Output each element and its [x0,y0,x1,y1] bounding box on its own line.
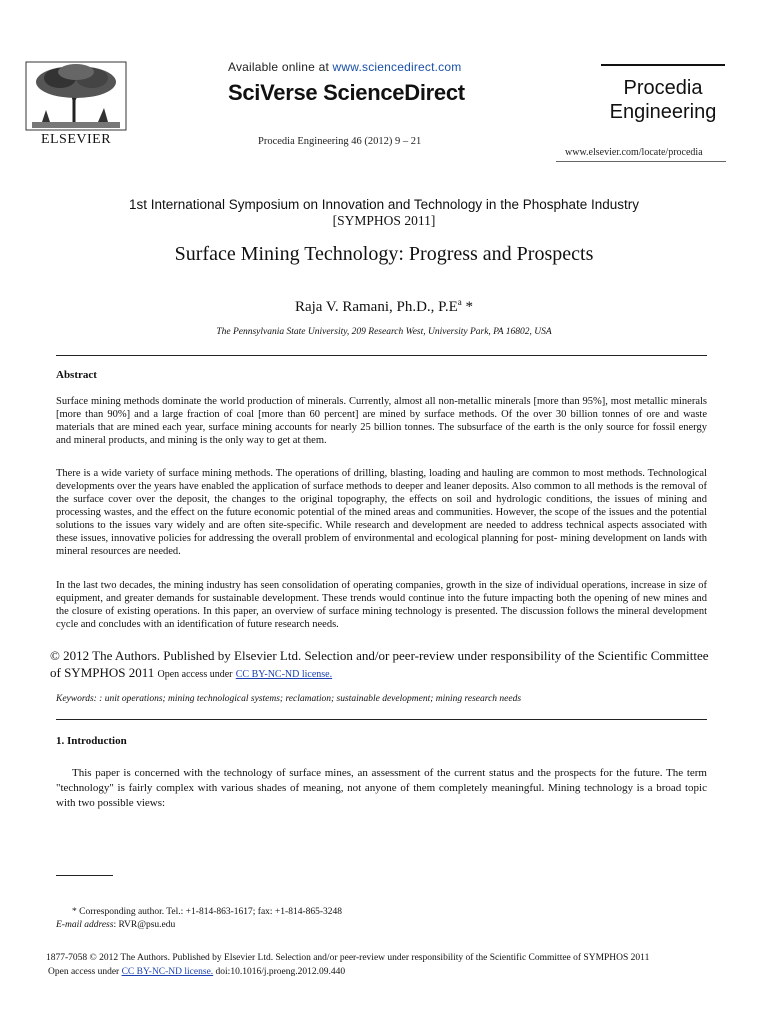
platform-name: SciVerse ScienceDirect [228,80,465,105]
journal-title-box [601,76,725,124]
journal-url[interactable]: www.elsevier.com/locate/procedia [565,147,703,158]
author-line [0,297,768,316]
author-affiliation: The Pennsylvania State University, 209 Research West, University Park, PA 16802, USA [216,327,552,337]
email-note [56,920,175,930]
symposium-name: 1st International Symposium on Innovation and Technology in the Phosphate Industry [128,197,640,212]
introduction-heading: 1. Introduction [56,735,127,747]
author-affiliation-mark: a [457,297,462,307]
keywords: Keywords: : unit operations; mining technological systems; reclamation; sustainable development; mining research needs [56,694,522,704]
available-online-line [228,60,461,74]
introduction-paragraph-1: This paper is concerned with the technology of surface mines, an assessment of the current status and the prospects for the future. The term "technology" is fairly complex with various shades of meaning, not anyone of them completely meaningful. Mining technology is a broad topic with two possible views: [56,767,707,809]
journal-title-line2: Engineering [609,101,717,123]
paper-title: Surface Mining Technology: Progress and Prospects [174,243,594,265]
doi[interactable]: doi:10.1016/j.proeng.2012.09.440 [213,967,346,977]
corresponding-mark: * [461,299,474,315]
sciencedirect-link[interactable]: www.sciencedirect.com [332,60,462,74]
copyright-statement [50,647,710,683]
copyright-text: © 2012 The Authors. Published by Elsevier Ltd. Selection and/or peer-review under responsibility of the Scientific Committee of SYMPHOS 2011 [50,648,709,680]
available-prefix: Available online at [228,60,329,74]
header-rule [556,161,726,162]
corresponding-author-note: * Corresponding author. Tel.: +1-814-863-1617; fax: +1-814-865-3248 [72,907,343,917]
abstract-paragraph-1: Surface mining methods dominate the world production of minerals. Currently, almost all non-metallic minerals [more than 95%], most metallic minerals [more than 90%] and a large fraction of coal [more than 60 percent] are mined by surface methods. Of the over 30 billion tonnes of ore and waste materials that are mined each year, surface mining accounts for nearly 25 billion tonnes. The subsurface of the earth is the only source for fossil energy and mineral products, and mining is the only way to get at them. [56,396,707,446]
email-label: E-mail address [56,920,114,930]
abstract-paragraph-3: In the last two decades, the mining industry has seen consolidation of operating companies, growth in the size of individual operations, increase in size of equipment, and greater demands for sustainable development. These trends would continue into the future impacting both the opening of new mines and the closure of existing operations. In this paper, an overview of surface mining technology is presented. The discussion follows the mineral development cycle and concludes with an identification of future research needs. [56,580,707,630]
symposium-acronym: [SYMPHOS 2011] [332,213,436,228]
author-name: Raja V. Ramani, Ph.D., P.E [294,299,458,315]
footer-license-link[interactable]: CC BY-NC-ND license. [121,967,214,977]
journal-reference: Procedia Engineering 46 (2012) 9 – 21 [258,136,422,147]
elsevier-tree-icon [22,60,130,132]
footer-copyright: 1877-7058 © 2012 The Authors. Published by Elsevier Ltd. Selection and/or peer-review under responsibility of the Scientific Committee of SYMPHOS 2011 [46,953,650,963]
open-access-prefix: Open access under [157,669,233,680]
license-link[interactable]: CC BY-NC-ND license. [235,669,333,680]
abstract-heading: Abstract [56,369,97,381]
footer-open-access-prefix: Open access under [48,967,120,977]
email-address[interactable]: : RVR@psu.edu [113,920,176,930]
procedia-top-rule [601,64,725,66]
footnote-rule [56,875,113,876]
footer-access-line [48,967,345,977]
abstract-top-rule [56,355,707,356]
publisher-name: ELSEVIER [40,132,112,147]
journal-title-line1: Procedia [623,77,703,99]
abstract-paragraph-2: There is a wide variety of surface mining methods. The operations of drilling, blasting, loading and hauling are common to most methods. Technological developments over the years have enabled the application of surface methods to deeper and leaner deposits. Also common to all methods is the removal of the surface cover over the deposit, the changes to the original topography, the effects on soil and hydrologic conditions, the issues of mining and processing wastes, and the effect on the future economic potential of the mined areas and communities. However, the scope of the issues and the potential solutions to the issues vary widely and are often site-specific. While research and development are needed to address technical aspects associated with these issues, innovative policies for addressing the overall problem of environmental and ecological planning for post- mining development on lands with mineral resources are needed. [56,468,707,557]
abstract-bottom-rule [56,719,707,720]
